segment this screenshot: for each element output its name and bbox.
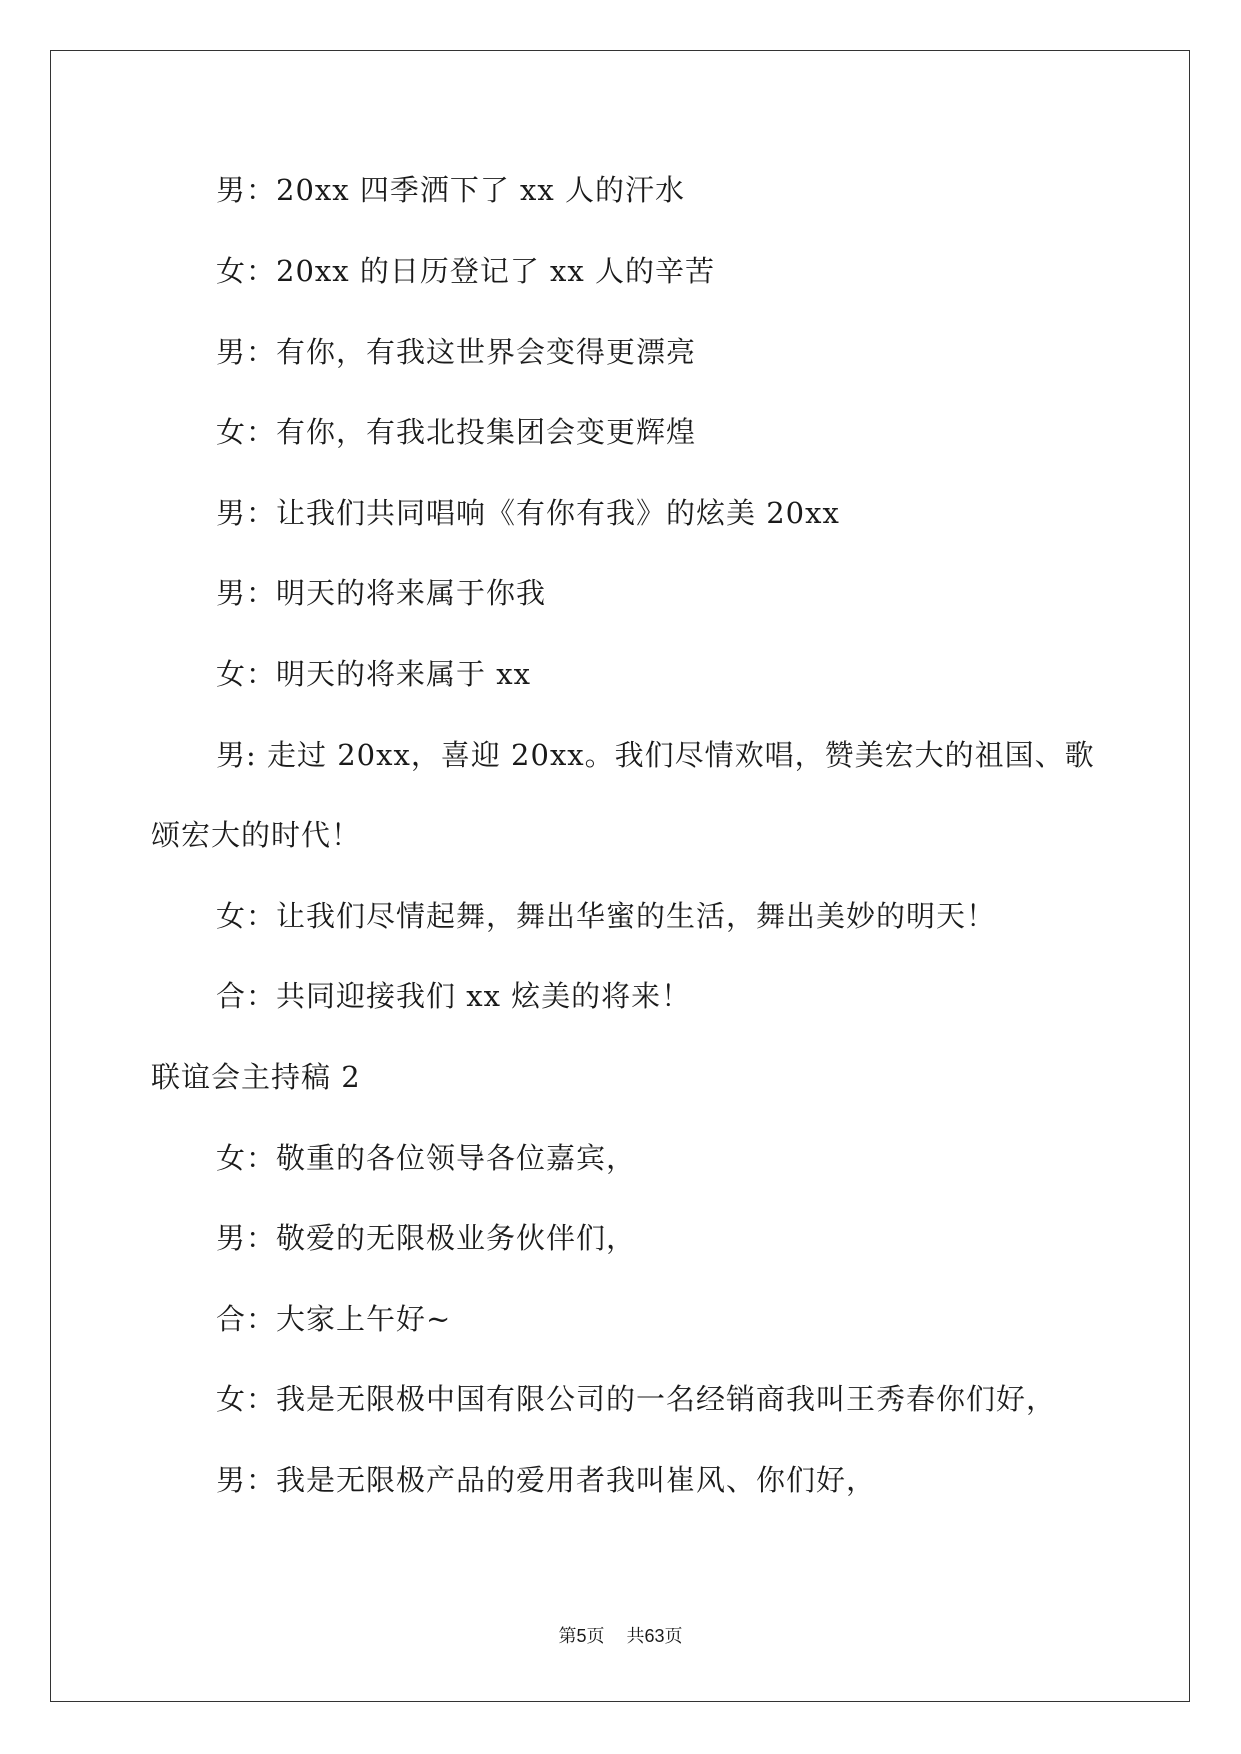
total-prefix: 共 [626,1626,645,1647]
dialogue-line: 合：大家上午好~ [216,1302,452,1336]
dialogue-line: 女：有你，有我北投集团会变更辉煌 [216,415,697,449]
page-footer [0,1624,1241,1649]
section-heading: 联谊会主持稿 2 [151,1060,361,1094]
dialogue-line: 女：敬重的各位领导各位嘉宾， [216,1141,637,1175]
dialogue-line: 女：让我们尽情起舞，舞出华蜜的生活，舞出美妙的明天！ [216,899,997,933]
page-border [50,50,1190,1702]
dialogue-line: 女：我是无限极中国有限公司的一名经销商我叫王秀春你们好， [216,1382,1057,1416]
dialogue-line: 男：让我们共同唱响《有你有我》的炫美 20xx [216,496,840,530]
dialogue-line: 男：20xx 四季洒下了 xx 人的汗水 [216,173,685,207]
dialogue-line-continued: 颂宏大的时代！ [151,818,362,852]
page-prefix: 第 [558,1626,577,1647]
dialogue-line: 男：明天的将来属于你我 [216,576,547,610]
page-suffix: 页 [586,1626,605,1647]
dialogue-line: 男：我是无限极产品的爱用者我叫崔风、你们好， [216,1463,877,1497]
page-current: 5 [576,1626,587,1646]
page-total: 63 [644,1626,665,1646]
dialogue-line: 合：共同迎接我们 xx 炫美的将来！ [216,979,692,1013]
total-suffix: 页 [664,1626,683,1647]
dialogue-line: 男：敬爱的无限极业务伙伴们， [216,1221,637,1255]
dialogue-line: 男: 走过 20xx，喜迎 20xx。我们尽情欢唱，赞美宏大的祖国、歌 [216,738,1095,772]
dialogue-line: 女：明天的将来属于 xx [216,657,531,691]
dialogue-line: 女：20xx 的日历登记了 xx 人的辛苦 [216,254,715,288]
dialogue-line: 男：有你，有我这世界会变得更漂亮 [216,335,697,369]
